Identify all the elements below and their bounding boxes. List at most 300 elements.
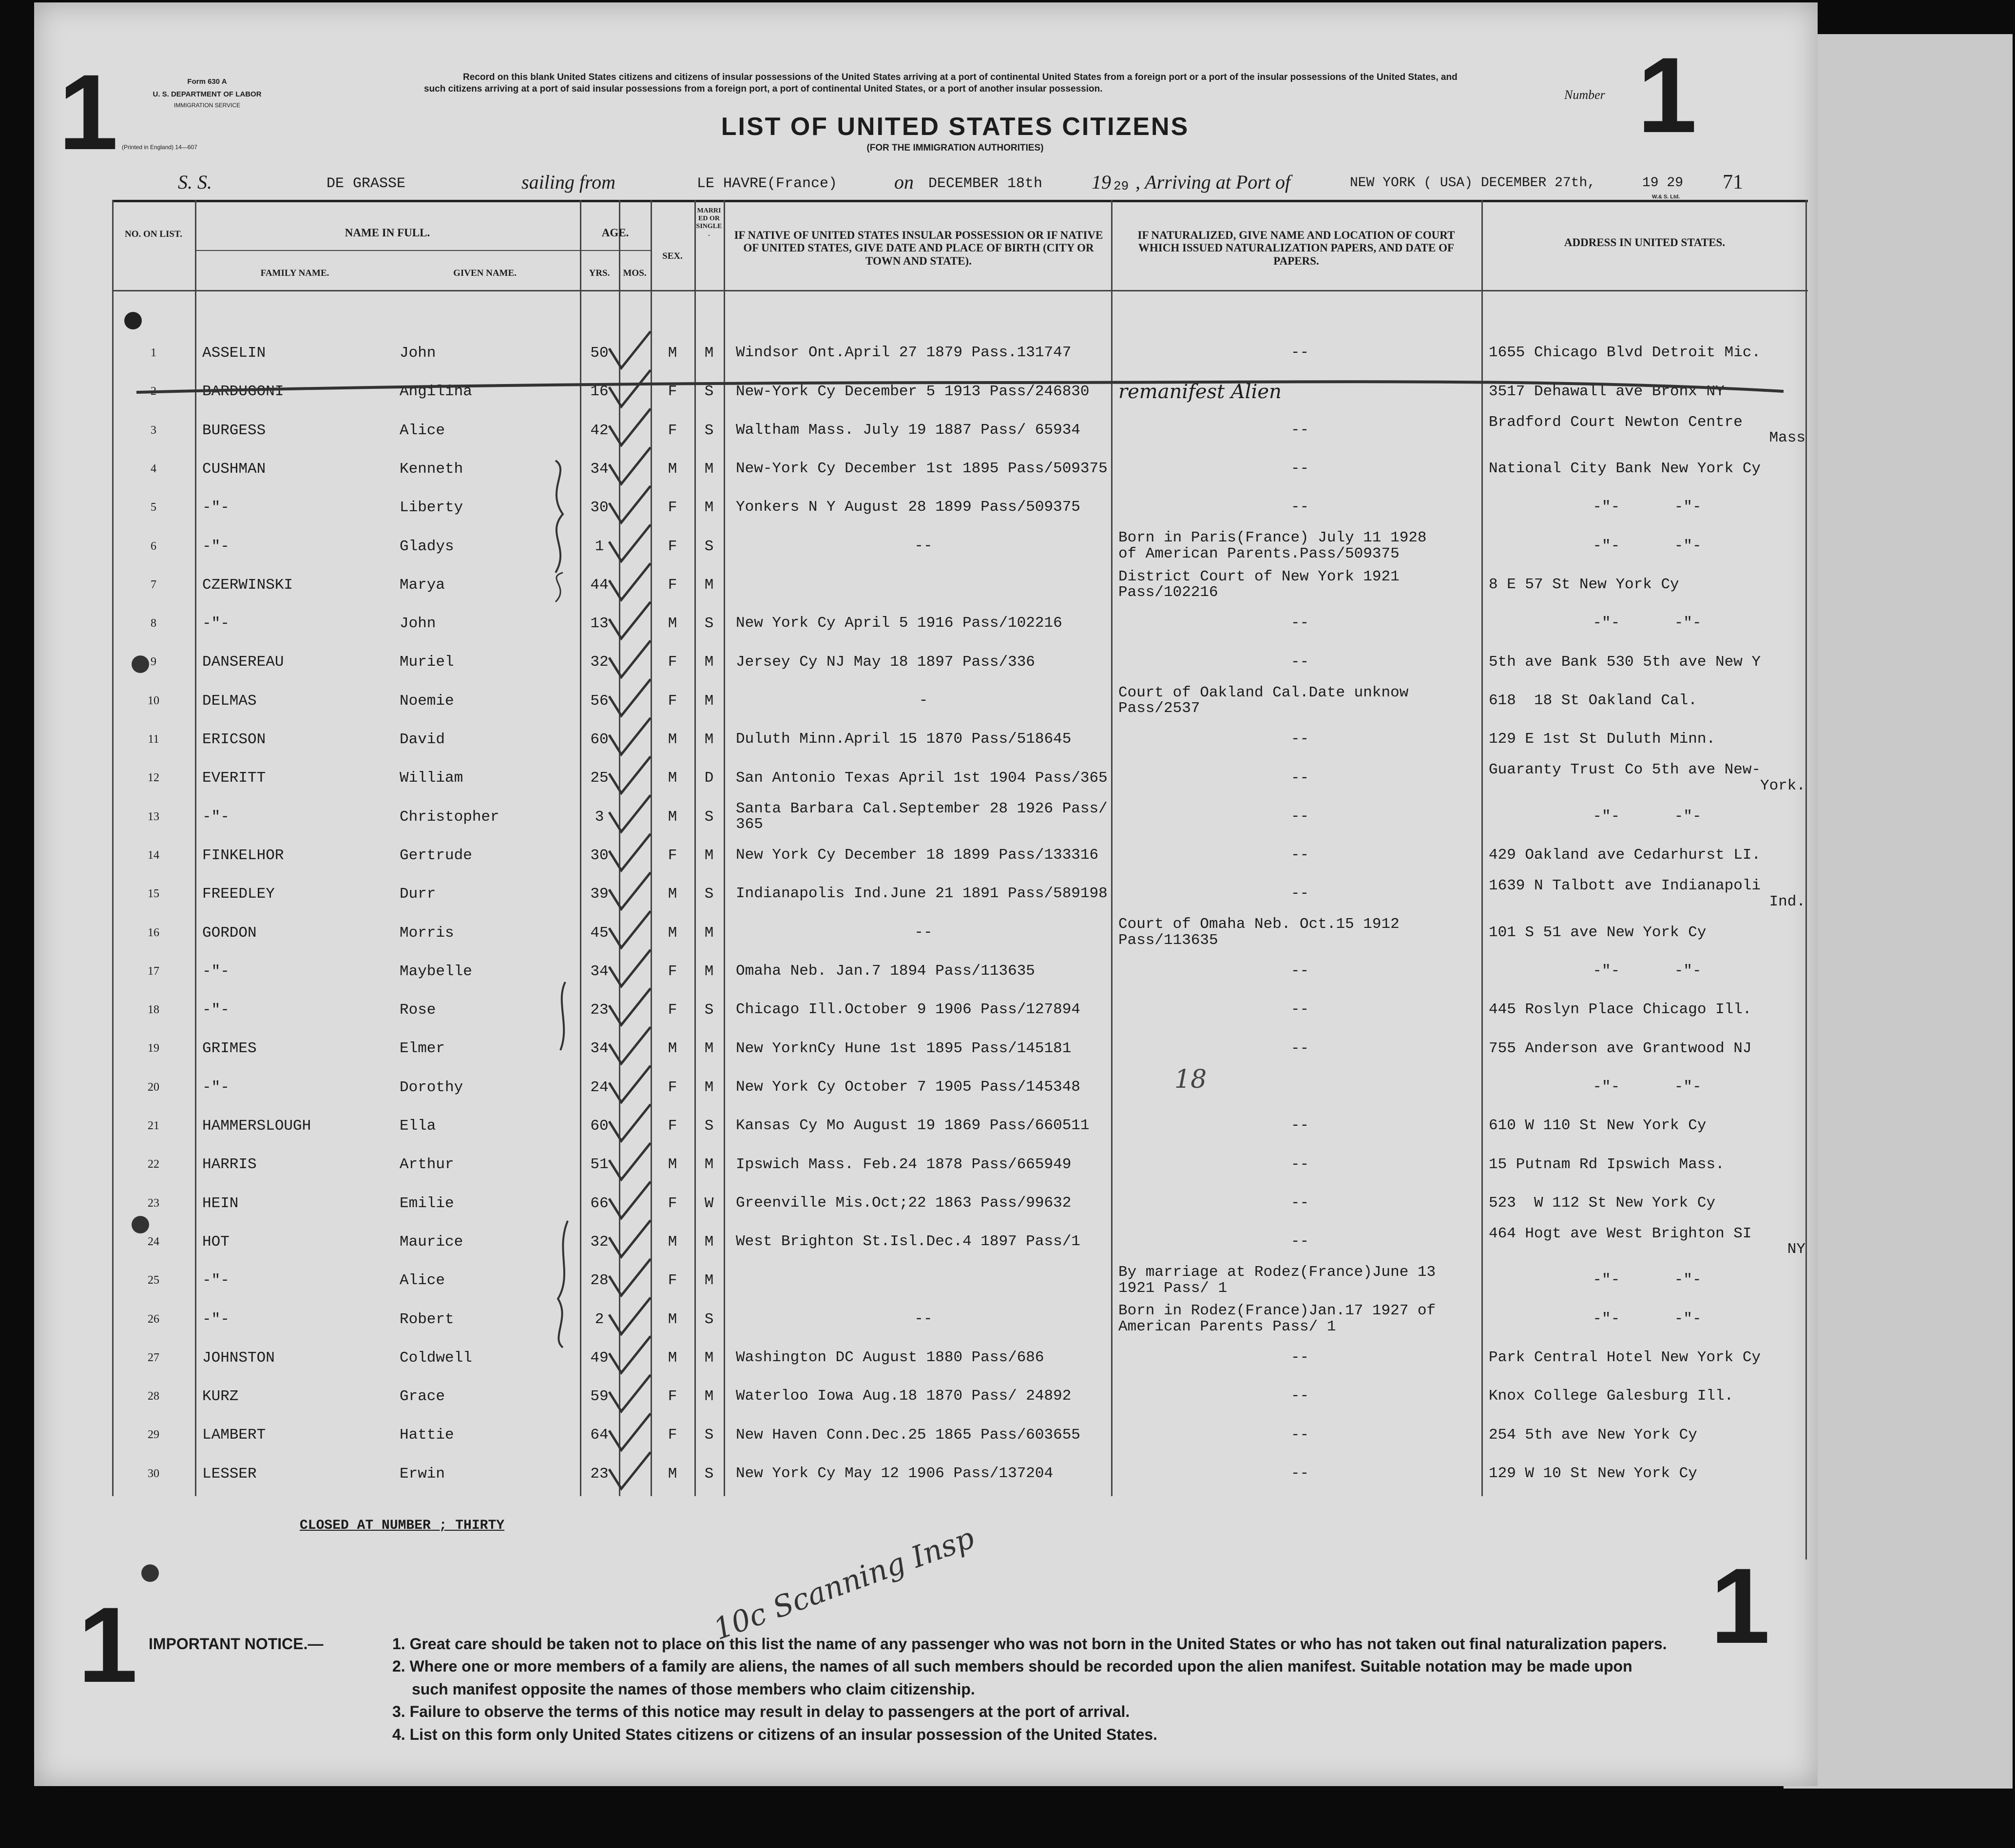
department: U. S. DEPARTMENT OF LABOR <box>153 90 262 98</box>
cell-addr-line1: National City Bank New York Cy <box>1489 460 1761 478</box>
cell-sex: F <box>668 383 677 401</box>
cell-no: 4 <box>151 462 156 475</box>
on-label: on <box>894 171 914 193</box>
cell-sex: F <box>668 1078 677 1096</box>
cell-family: -"- <box>202 1001 230 1019</box>
next-page-edge <box>1784 34 2013 1789</box>
cell-addr-line1: Bradford Court Newton Centre <box>1489 413 1743 431</box>
cell-given: Christopher <box>400 808 499 826</box>
cell-nat <box>1118 1300 1481 1339</box>
cell-nat <box>1118 914 1481 952</box>
cell-birth-line1: New York Cy December 18 1899 Pass/133316 <box>736 847 1099 864</box>
cell-nat-line2: of American Parents.Pass/509375 <box>1118 545 1400 562</box>
cell-birth-line1: Santa Barbara Cal.September 28 1926 Pass/ <box>736 800 1108 817</box>
cell-birth <box>736 450 1111 488</box>
table-row <box>34 682 1818 720</box>
cell-family: DANSEREAU <box>202 654 284 671</box>
table-row <box>34 1223 1818 1261</box>
cell-status: S <box>704 422 714 439</box>
header-family-name: FAMILY NAME. <box>260 268 329 278</box>
notice-item-2: 2. Where one or more members of a family are aliens, the names of all such members should be recorded upon the alien manifest. Suitable notation may be made upon <box>392 1657 1632 1675</box>
cell-nat <box>1118 488 1481 527</box>
cell-birth <box>736 1029 1111 1068</box>
ss-label: S. S. <box>178 171 212 193</box>
check-mark <box>609 331 651 368</box>
cell-given: Maybelle <box>400 962 472 980</box>
manifest-page <box>34 2 1818 1786</box>
check-mark <box>609 1375 651 1411</box>
cell-addr-line2: Ind. <box>1769 893 1805 910</box>
cell-nat <box>1118 1377 1481 1416</box>
table-row <box>34 566 1818 604</box>
cell-family: HEIN <box>202 1194 239 1212</box>
cell-nat-line1: Court of Omaha Neb. Oct.15 1912 <box>1118 916 1400 933</box>
cell-addr-line1: -"- -"- <box>1593 499 1702 516</box>
corner-number-top-right: 1 <box>1637 35 1697 155</box>
cell-family: LESSER <box>202 1465 257 1482</box>
punch-hole <box>132 1216 149 1233</box>
cell-given: Rose <box>400 1001 436 1019</box>
cell-addr-line1: 129 W 10 St New York Cy <box>1489 1464 1697 1482</box>
cell-status: S <box>704 1465 714 1482</box>
page-title: LIST OF UNITED STATES CITIZENS <box>721 113 1190 141</box>
cell-addr-line1: -"- -"- <box>1593 1078 1702 1096</box>
cell-status: M <box>704 731 714 748</box>
cell-age: 39 <box>590 886 609 903</box>
cell-no: 13 <box>148 810 159 823</box>
cell-addr <box>1489 488 1805 527</box>
cell-sex: F <box>668 847 677 864</box>
cell-age: 23 <box>590 1465 609 1482</box>
cell-sex: F <box>668 1272 677 1290</box>
cell-nat-line1: -- <box>1290 769 1309 787</box>
cell-addr <box>1489 1300 1805 1339</box>
cell-birth-line1: New York Cy May 12 1906 Pass/137204 <box>736 1464 1054 1482</box>
cell-nat <box>1118 1455 1481 1493</box>
cell-birth <box>736 527 1111 566</box>
cell-age: 66 <box>590 1194 609 1212</box>
cell-given: John <box>400 615 436 633</box>
cell-age: 45 <box>590 924 609 942</box>
table-row <box>34 914 1818 952</box>
cell-birth-line1: Duluth Minn.April 15 1870 Pass/518645 <box>736 731 1072 748</box>
cell-age: 23 <box>590 1001 609 1019</box>
cell-no: 12 <box>148 771 159 785</box>
check-mark <box>609 795 651 832</box>
cell-age: 50 <box>590 345 609 362</box>
cell-nat <box>1118 1223 1481 1261</box>
check-mark <box>609 1413 651 1450</box>
cell-nat-line2: Pass/2537 <box>1118 700 1200 717</box>
cell-birth-line1: Jersey Cy NJ May 18 1897 Pass/336 <box>736 653 1035 671</box>
cell-no: 17 <box>148 964 159 978</box>
cell-status: S <box>704 538 714 555</box>
cell-sex: M <box>668 1156 677 1174</box>
cell-age: 30 <box>590 499 609 517</box>
cell-given: William <box>400 770 463 787</box>
cell-age: 59 <box>590 1388 609 1405</box>
cell-birth <box>736 914 1111 952</box>
check-mark <box>609 640 651 677</box>
check-mark <box>609 1104 651 1141</box>
cell-birth-line1: New YorknCy Hune 1st 1895 Pass/145181 <box>736 1040 1072 1057</box>
cell-age: 25 <box>590 770 609 787</box>
cell-nat-line1: -- <box>1290 1464 1309 1482</box>
check-mark <box>609 679 651 716</box>
instruction-text: Record on this blank United States citizens and citizens of insular possessions of the United States arriving at a port of continental United States from a foreign port or a port of the insular possessions of the United States, and such citizens arriving at a port of said insular possessions from a foreign port, a port of continental United States, or a port of another insular possession. <box>424 72 1458 94</box>
cell-age: 60 <box>590 1117 609 1135</box>
cell-age: 60 <box>590 731 609 748</box>
cell-family: CUSHMAN <box>202 460 266 478</box>
cell-sex: F <box>668 538 677 555</box>
cell-addr-line1: 1639 N Talbott ave Indianapoli <box>1489 877 1761 895</box>
cell-family: GORDON <box>202 924 257 942</box>
cell-birth-line1: -- <box>914 924 933 941</box>
cell-sex: M <box>668 1310 677 1328</box>
cell-age: 3 <box>595 808 604 826</box>
cell-birth-line1: New-York Cy December 1st 1895 Pass/509375 <box>736 460 1108 478</box>
passenger-rows <box>34 334 1818 1494</box>
cell-addr <box>1489 991 1805 1029</box>
table-row <box>34 1184 1818 1223</box>
cell-nat-line1: -- <box>1290 1426 1309 1444</box>
cell-age: 30 <box>590 847 609 864</box>
check-mark <box>609 756 651 793</box>
check-mark <box>609 602 651 638</box>
cell-sex: F <box>668 576 677 594</box>
cell-addr <box>1489 914 1805 952</box>
cell-birth <box>736 836 1111 875</box>
cell-given: Dorothy <box>400 1078 463 1096</box>
table-row <box>34 1377 1818 1416</box>
cell-nat <box>1118 991 1481 1029</box>
cell-family: ERICSON <box>202 731 266 748</box>
cell-sex: M <box>668 1233 677 1251</box>
cell-addr-line2: NY <box>1787 1241 1805 1258</box>
cell-nat <box>1118 1339 1481 1377</box>
cell-status: W <box>704 1194 714 1212</box>
cell-sex: F <box>668 1388 677 1405</box>
cell-addr-line1: 429 Oakland ave Cedarhurst LI. <box>1489 847 1761 864</box>
cell-addr <box>1489 1223 1805 1261</box>
cell-birth <box>736 1223 1111 1261</box>
cell-age: 56 <box>590 692 609 710</box>
table-row <box>34 1416 1818 1454</box>
cell-sex: M <box>668 808 677 826</box>
table-row <box>34 527 1818 566</box>
cell-no: 26 <box>148 1312 159 1326</box>
cell-family: -"- <box>202 808 230 826</box>
cell-nat <box>1118 682 1481 720</box>
header-address: ADDRESS IN UNITED STATES. <box>1564 236 1726 249</box>
cell-age: 51 <box>590 1156 609 1174</box>
cell-nat-line1: -- <box>1290 885 1309 903</box>
cell-family: KURZ <box>202 1388 239 1405</box>
cell-birth <box>736 643 1111 681</box>
notice-item-3: 3. Failure to observe the terms of this notice may result in delay to passengers at the port of arrival. <box>392 1703 1130 1721</box>
cell-birth-line1: Kansas Cy Mo August 19 1869 Pass/660511 <box>736 1117 1090 1135</box>
cell-addr <box>1489 1107 1805 1145</box>
cell-no: 25 <box>148 1274 159 1287</box>
cell-no: 9 <box>151 655 156 669</box>
cell-status: S <box>704 615 714 633</box>
cell-status: M <box>704 460 714 478</box>
check-mark <box>609 718 651 754</box>
check-mark <box>609 1452 651 1489</box>
cell-nat-line1: remanifest Alien <box>1118 380 1282 403</box>
check-mark <box>609 1182 651 1218</box>
notice-item-2b: such manifest opposite the names of those members who claim citizenship. <box>412 1680 975 1698</box>
cell-birth <box>736 1068 1111 1107</box>
cell-addr-line2: York. <box>1760 777 1805 794</box>
cell-nat-line2: American Parents Pass/ 1 <box>1118 1318 1336 1335</box>
cell-sex: M <box>668 731 677 748</box>
cell-addr <box>1489 1261 1805 1300</box>
cell-family: -"- <box>202 962 230 980</box>
cell-nat <box>1118 450 1481 488</box>
cell-sex: F <box>668 692 677 710</box>
cell-sex: M <box>668 886 677 903</box>
cell-family: HAMMERSLOUGH <box>202 1117 311 1135</box>
table-row <box>34 1455 1818 1493</box>
cell-birth <box>736 411 1111 450</box>
family-brackets <box>541 431 585 1455</box>
cell-addr <box>1489 1184 1805 1223</box>
cell-nat <box>1118 1029 1481 1068</box>
sailing-label: sailing from <box>521 171 615 193</box>
cell-addr <box>1489 759 1805 797</box>
table-row <box>34 875 1818 913</box>
cell-family: -"- <box>202 1078 230 1096</box>
cell-addr <box>1489 527 1805 566</box>
cell-birth <box>736 1416 1111 1454</box>
punch-hole <box>124 312 142 329</box>
cell-family: -"- <box>202 1310 230 1328</box>
cell-family: HARRIS <box>202 1156 257 1174</box>
cell-addr-line1: 618 18 St Oakland Cal. <box>1489 692 1697 709</box>
cell-status: S <box>704 886 714 903</box>
cell-addr-line1: 464 Hogt ave West Brighton SI <box>1489 1225 1752 1242</box>
cell-status: M <box>704 576 714 594</box>
check-mark <box>609 1298 651 1334</box>
check-mark <box>609 1336 651 1373</box>
cell-birth-line1: - <box>919 692 928 709</box>
cell-family: CZERWINSKI <box>202 576 293 594</box>
cell-nat <box>1118 643 1481 681</box>
cell-nat <box>1118 798 1481 836</box>
cell-addr-line1: -"- -"- <box>1593 962 1702 980</box>
cell-family: -"- <box>202 538 230 555</box>
table-row <box>34 450 1818 488</box>
cell-sex: M <box>668 770 677 787</box>
page-number: 71 <box>1723 171 1743 193</box>
cell-birth <box>736 759 1111 797</box>
cell-nat <box>1118 1107 1481 1145</box>
cell-nat-line1: -- <box>1290 1233 1309 1251</box>
cell-sex: F <box>668 1194 677 1212</box>
cell-age: 1 <box>595 538 604 555</box>
cell-age: 34 <box>590 962 609 980</box>
cell-addr <box>1489 643 1805 681</box>
cell-given: Gladys <box>400 538 454 555</box>
cell-addr-line1: 445 Roslyn Place Chicago Ill. <box>1489 1001 1752 1019</box>
table-row <box>34 991 1818 1029</box>
cell-nat <box>1118 1184 1481 1223</box>
cell-given: Liberty <box>400 499 463 517</box>
cell-nat-line1: Born in Paris(France) July 11 1928 <box>1118 529 1427 547</box>
cell-family: EVERITT <box>202 770 266 787</box>
cell-status: M <box>704 499 714 517</box>
table-row <box>34 952 1818 991</box>
check-mark <box>609 447 651 484</box>
page-subtitle: (FOR THE IMMIGRATION AUTHORITIES) <box>866 143 1044 153</box>
printed-note: (Printed in England) 14—607 <box>122 144 197 151</box>
cell-nat <box>1118 720 1481 759</box>
cell-birth-line1: Waltham Mass. July 19 1887 Pass/ 65934 <box>736 421 1080 439</box>
cell-birth <box>736 1261 1111 1300</box>
check-mark <box>609 486 651 522</box>
cell-nat-line1: -- <box>1290 1001 1309 1019</box>
cell-age: 24 <box>590 1078 609 1096</box>
cell-nat-line1: -- <box>1290 731 1309 748</box>
cell-addr <box>1489 875 1805 913</box>
header-sex: SEX. <box>662 251 683 261</box>
cell-status: S <box>704 383 714 401</box>
cell-nat-line1: -- <box>1290 344 1309 362</box>
cell-given: Ella <box>400 1117 436 1135</box>
cell-nat-line1: -- <box>1290 808 1309 825</box>
departure-year: 29 <box>1113 179 1129 193</box>
cell-status: S <box>704 1001 714 1019</box>
cell-addr-line1: 101 S 51 ave New York Cy <box>1489 924 1707 941</box>
cell-given: Morris <box>400 924 454 942</box>
cell-addr <box>1489 1068 1805 1107</box>
departure-date: DECEMBER 18th <box>928 175 1043 192</box>
cell-sex: M <box>668 924 677 942</box>
cell-no: 10 <box>148 694 159 707</box>
header-mos: MOS. <box>623 268 647 278</box>
cell-birth-line1: New Haven Conn.Dec.25 1865 Pass/603655 <box>736 1426 1080 1444</box>
form-number: Form 630 A <box>187 77 227 86</box>
cell-no: 29 <box>148 1428 159 1442</box>
cell-addr <box>1489 1145 1805 1184</box>
cell-given: Angilina <box>400 383 472 401</box>
arriving-label: , Arriving at Port of <box>1135 171 1291 193</box>
cell-sex: F <box>668 1001 677 1019</box>
cell-family: HOT <box>202 1233 230 1251</box>
cell-birth-line1: Indianapolis Ind.June 21 1891 Pass/589198 <box>736 885 1108 903</box>
cell-no: 27 <box>148 1351 159 1364</box>
cell-status: S <box>704 1117 714 1135</box>
cell-addr-line1: 8 E 57 St New York Cy <box>1489 576 1679 594</box>
cell-addr <box>1489 1339 1805 1377</box>
cell-birth-line1: -- <box>914 537 933 555</box>
cell-family: BARDUGONI <box>202 383 284 401</box>
cell-birth <box>736 952 1111 991</box>
header-yrs: YRS. <box>589 268 610 278</box>
cell-status: M <box>704 1233 714 1251</box>
cell-addr-line1: 129 E 1st St Duluth Minn. <box>1489 731 1716 748</box>
cell-nat-line1: -- <box>1290 460 1309 478</box>
cell-no: 3 <box>151 424 156 437</box>
cell-nat-line1: -- <box>1290 615 1309 632</box>
cell-sex: F <box>668 962 677 980</box>
cell-birth <box>736 1339 1111 1377</box>
cell-nat <box>1118 875 1481 913</box>
cell-status: M <box>704 924 714 942</box>
cell-no: 21 <box>148 1119 159 1132</box>
table-row <box>34 798 1818 836</box>
cell-birth-line1: New York Cy April 5 1916 Pass/102216 <box>736 615 1062 632</box>
cell-addr <box>1489 720 1805 759</box>
cell-no: 8 <box>151 617 156 630</box>
table-row <box>34 1261 1818 1300</box>
cell-given: Kenneth <box>400 460 463 478</box>
punch-hole <box>141 1564 159 1582</box>
arrival-year: 19 29 <box>1642 175 1684 191</box>
cell-family: LAMBERT <box>202 1426 266 1444</box>
cell-family: -"- <box>202 1272 230 1290</box>
cell-addr-line1: -"- -"- <box>1593 808 1702 825</box>
table-row <box>34 1300 1818 1339</box>
header-no: NO. ON LIST. <box>125 229 182 239</box>
check-marks <box>595 290 755 1499</box>
corner-number-top-left: 1 <box>58 52 118 172</box>
punch-hole <box>132 655 149 673</box>
cell-birth-line1: Omaha Neb. Jan.7 1894 Pass/113635 <box>736 962 1035 980</box>
cell-birth <box>736 1107 1111 1145</box>
cell-given: Arthur <box>400 1156 454 1174</box>
cell-nat <box>1118 759 1481 797</box>
table-row <box>34 1339 1818 1377</box>
table-row <box>34 643 1818 681</box>
closed-at-number: CLOSED AT NUMBER ; THIRTY <box>300 1518 505 1533</box>
cell-status: S <box>704 1310 714 1328</box>
cell-age: 49 <box>590 1349 609 1367</box>
cell-status: M <box>704 1040 714 1058</box>
cell-birth-line1: Waterloo Iowa Aug.18 1870 Pass/ 24892 <box>736 1387 1072 1405</box>
cell-birth <box>736 604 1111 643</box>
cell-sex: F <box>668 499 677 517</box>
cell-addr-line1: Park Central Hotel New York Cy <box>1489 1349 1761 1367</box>
cell-no: 23 <box>148 1196 159 1210</box>
cell-nat-line1: -- <box>1290 1194 1309 1212</box>
cell-birth-line1: Yonkers N Y August 28 1899 Pass/509375 <box>736 499 1080 516</box>
cell-birth-line1: West Brighton St.Isl.Dec.4 1897 Pass/1 <box>736 1233 1080 1251</box>
cell-age: 34 <box>590 1040 609 1058</box>
cell-addr <box>1489 836 1805 875</box>
cell-family: FREEDLEY <box>202 886 275 903</box>
cell-nat <box>1118 411 1481 450</box>
check-mark <box>609 525 651 561</box>
cell-age: 28 <box>590 1272 609 1290</box>
handwritten-scanning: 10c Scanning Insp <box>709 1521 979 1647</box>
cell-birth-line1: San Antonio Texas April 1st 1904 Pass/365 <box>736 769 1108 787</box>
cell-no: 2 <box>151 385 156 398</box>
service: IMMIGRATION SERVICE <box>173 102 241 109</box>
cell-addr <box>1489 566 1805 604</box>
table-row <box>34 488 1818 527</box>
cell-birth <box>736 566 1111 604</box>
cell-no: 5 <box>151 501 156 514</box>
cell-birth-line1: New York Cy October 7 1905 Pass/145348 <box>736 1078 1080 1096</box>
cell-given: Alice <box>400 1272 445 1290</box>
cell-addr-line1: -"- -"- <box>1593 615 1702 632</box>
header-naturalized: IF NATURALIZED, GIVE NAME AND LOCATION OF COURT WHICH ISSUED NATURALIZATION PAPERS, AND DATE OF PAPERS. <box>1137 229 1455 267</box>
corner-number-bottom-left: 1 <box>78 1585 138 1705</box>
cell-family: DELMAS <box>202 692 257 710</box>
header-age: AGE. <box>601 227 629 239</box>
